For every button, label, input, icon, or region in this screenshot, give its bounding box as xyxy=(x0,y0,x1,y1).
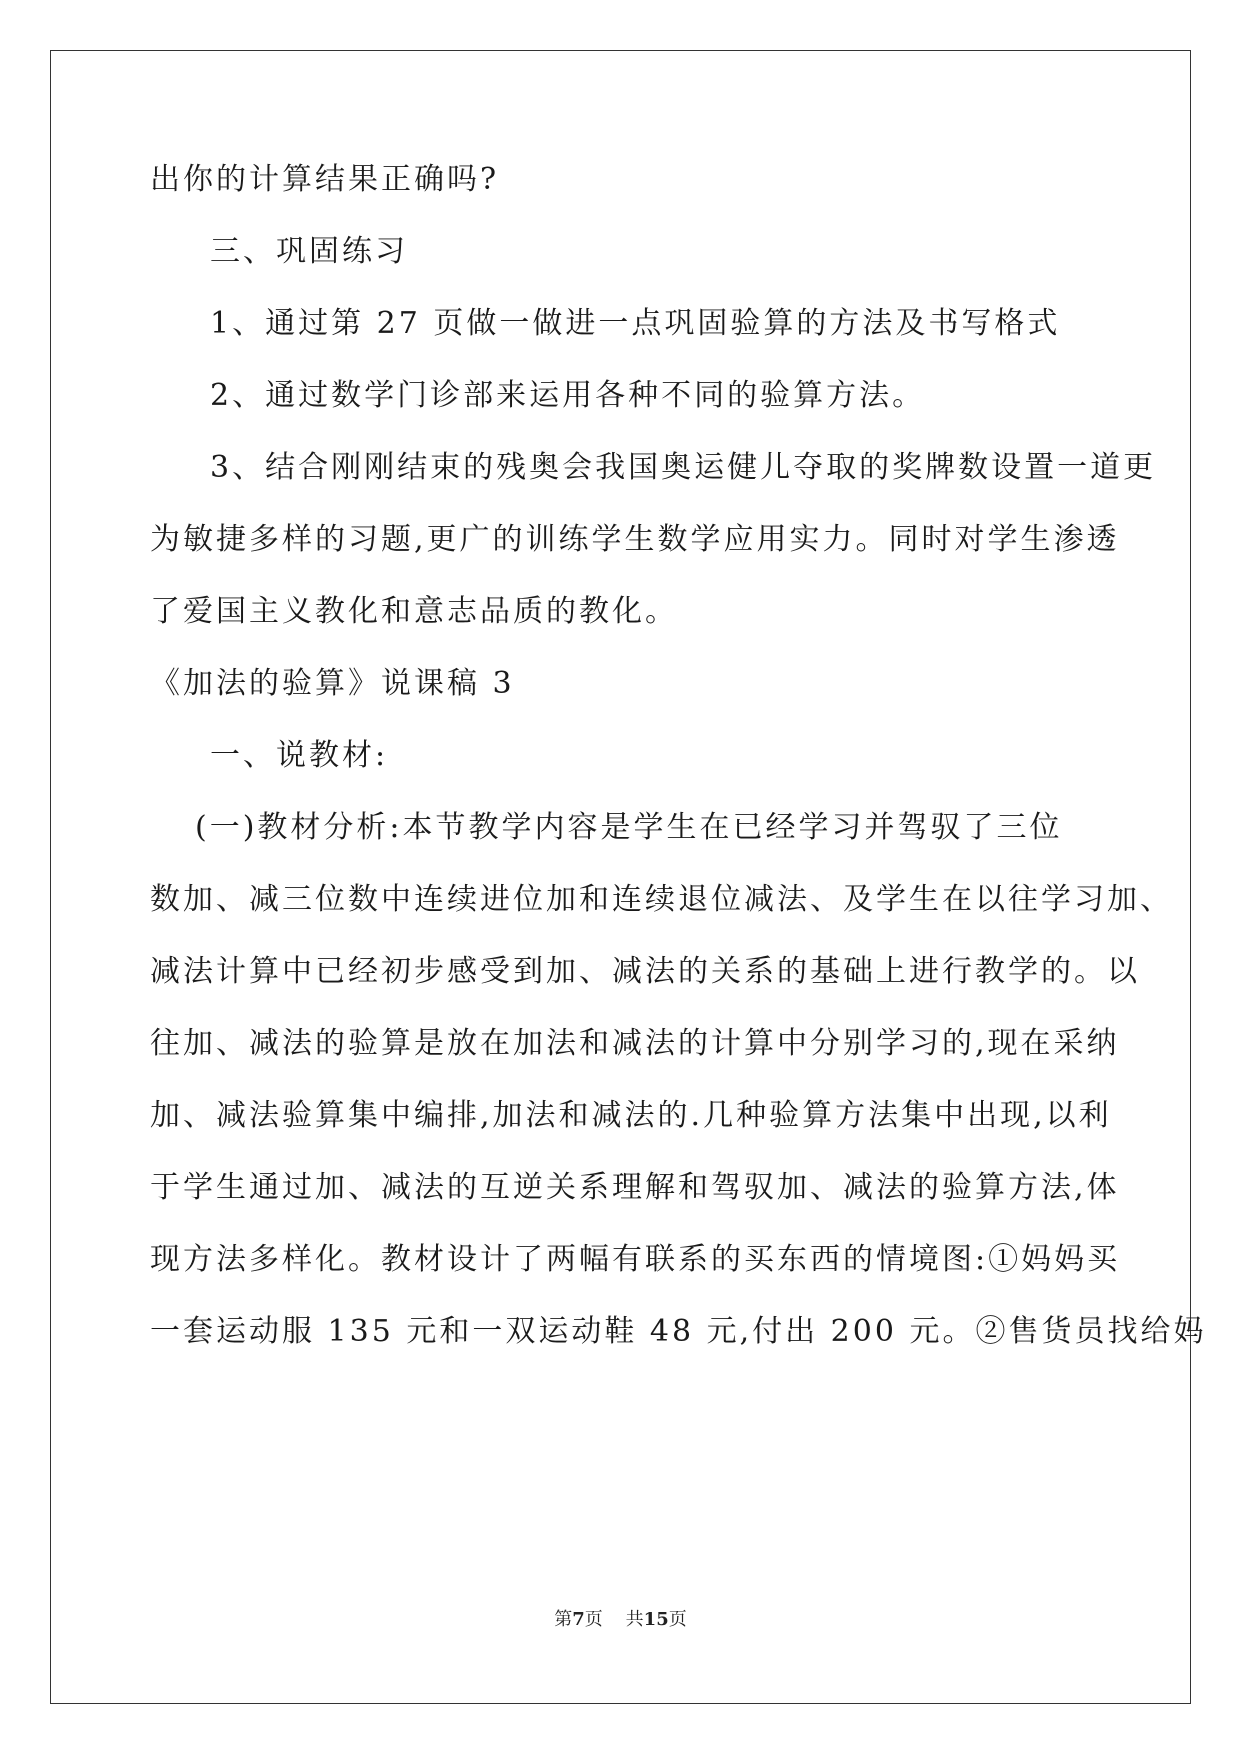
footer-page-suffix: 页 xyxy=(584,1609,603,1630)
section-heading: 一、说教材: xyxy=(210,738,389,773)
paragraph-line: 一套运动服 135 元和一双运动鞋 48 元,付出 200 元。②售货员找给妈 xyxy=(150,1314,1207,1349)
paragraph-line: 于学生通过加、减法的互逆关系理解和驾驭加、减法的验算方法,体 xyxy=(150,1170,1120,1205)
page-border xyxy=(50,50,1191,1704)
paragraph-line: 往加、减法的验算是放在加法和减法的计算中分别学习的,现在采纳 xyxy=(150,1026,1120,1061)
page-number: 7 xyxy=(572,1609,585,1630)
paragraph-line: 现方法多样化。教材设计了两幅有联系的买东西的情境图:①妈妈买 xyxy=(150,1242,1121,1277)
paragraph-line: 加、减法验算集中编排,加法和减法的.几种验算方法集中出现,以利 xyxy=(150,1098,1112,1133)
page-footer xyxy=(0,1608,1241,1632)
paragraph-line: 减法计算中已经初步感受到加、减法的关系的基础上进行教学的。以 xyxy=(150,954,1140,989)
list-item: 3、结合刚刚结束的残奥会我国奥运健儿夺取的奖牌数设置一道更 xyxy=(210,450,1157,485)
footer-total-prefix: 共 xyxy=(625,1609,644,1630)
document-title: 《加法的验算》说课稿 3 xyxy=(150,666,515,701)
paragraph-line: (一)教材分析:本节教学内容是学生在已经学习并驾驭了三位 xyxy=(195,810,1063,845)
paragraph-line: 数加、减三位数中连续进位加和连续退位减法、及学生在以往学习加、 xyxy=(150,882,1173,917)
paragraph-line: 了爱国主义教化和意志品质的教化。 xyxy=(150,594,678,629)
footer-prefix: 第 xyxy=(554,1609,573,1630)
footer-total-suffix: 页 xyxy=(668,1609,687,1630)
total-pages: 15 xyxy=(643,1609,669,1630)
list-item: 2、通过数学门诊部来运用各种不同的验算方法。 xyxy=(210,378,926,413)
section-heading: 三、巩固练习 xyxy=(210,234,408,269)
paragraph-line: 出你的计算结果正确吗? xyxy=(150,162,500,197)
list-item: 1、通过第 27 页做一做进一点巩固验算的方法及书写格式 xyxy=(210,306,1061,341)
paragraph-line: 为敏捷多样的习题,更广的训练学生数学应用实力。同时对学生渗透 xyxy=(150,522,1120,557)
